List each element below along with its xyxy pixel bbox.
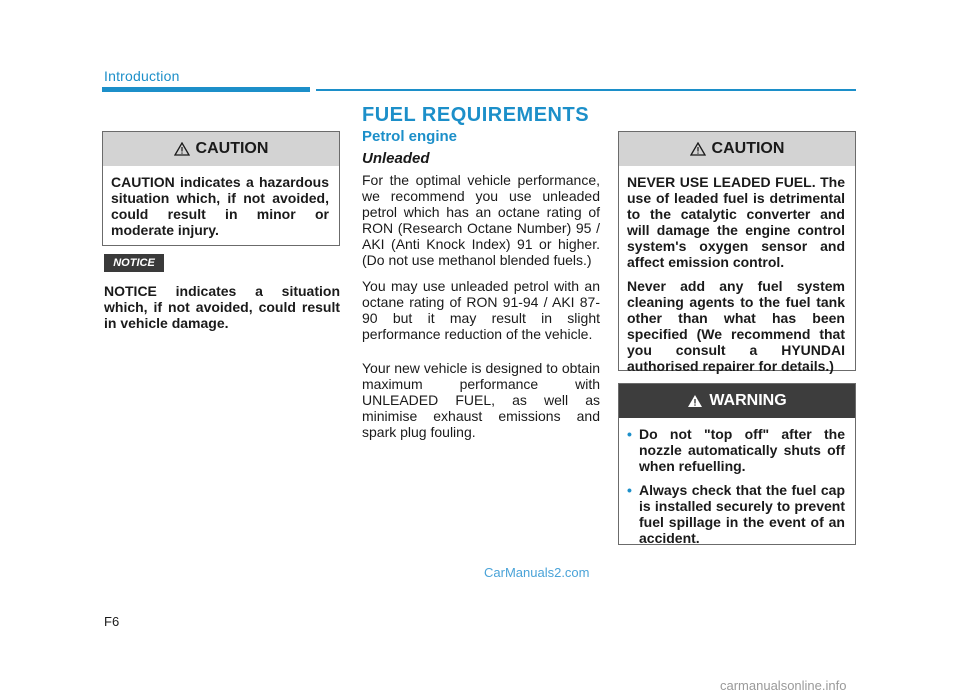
subtitle: Petrol engine [362,128,458,145]
bullet-icon: • [627,426,632,442]
main-title: FUEL REQUIREMENTS [362,104,590,126]
section-title: Introduction [104,68,180,84]
caution-box-right [618,131,856,374]
caution-paragraph: NEVER USE LEADED FUEL. The use of leaded fuel is detrimental to the catalytic converter and will damage the engine control system's oxygen sensor and affect emission control. [627,174,845,270]
warning-triangle-outline-icon [690,142,706,156]
paragraph: You may use unleaded petrol with an octane rating of RON 91-94 / AKI 87-90 but it may result in slight performance reduction of the vehicle. [362,278,600,342]
list-item [627,426,845,474]
warning-item-text: Do not "top off" after the nozzle automatically shuts off when refuelling. [639,426,845,474]
caution-box-header [619,132,855,166]
notice-text: NOTICE indicates a situation which, if not avoided, could result in vehicle damage. [104,283,340,331]
warning-item-text: Always check that the fuel cap is installed securely to prevent fuel spillage in the event of an accident. [639,482,845,546]
header-rule-thin [316,89,856,91]
warning-box-header [619,384,855,418]
paragraph: For the optimal vehicle performance, we recommend you use unleaded petrol which has an octane rating of RON (Research Octane Number) 95 / AKI (Anti Knock Index) 91 or higher. (Do not use methanol blended fuels.) [362,172,600,268]
caution-body [103,166,339,248]
bullet-icon: • [627,482,632,498]
caution-box-header [103,132,339,166]
caution-body [619,166,855,384]
list-item [627,482,845,546]
body-text [362,172,600,450]
warning-box [618,383,856,545]
warning-list [627,426,845,546]
caution-heading: CAUTION [711,140,785,157]
page-number: F6 [104,614,120,629]
warning-body [619,418,855,556]
header-rule-thick [102,87,310,92]
warning-triangle-outline-icon [174,142,190,156]
caution-box-left [102,131,340,246]
caution-heading: CAUTION [195,140,269,157]
warning-heading: WARNING [709,392,787,409]
notice-badge: NOTICE [104,254,164,272]
site-mark: carmanualsonline.info [720,678,847,693]
caution-paragraph: Never add any fuel system cleaning agents to the fuel tank other than what has been specified (We recommend that you consult a HYUNDAI authorised repairer for details.) [627,278,845,374]
watermark-link[interactable]: CarManuals2.com [484,565,590,580]
subsubtitle: Unleaded [362,150,430,167]
paragraph: Your new vehicle is designed to obtain maximum performance with UNLEADED FUEL, as well as minimise exhaust emissions and spark plug fouling. [362,360,600,440]
warning-triangle-filled-icon [687,394,703,408]
caution-text: CAUTION indicates a hazardous situation which, if not avoided, could result in minor or moderate injury. [111,174,329,238]
